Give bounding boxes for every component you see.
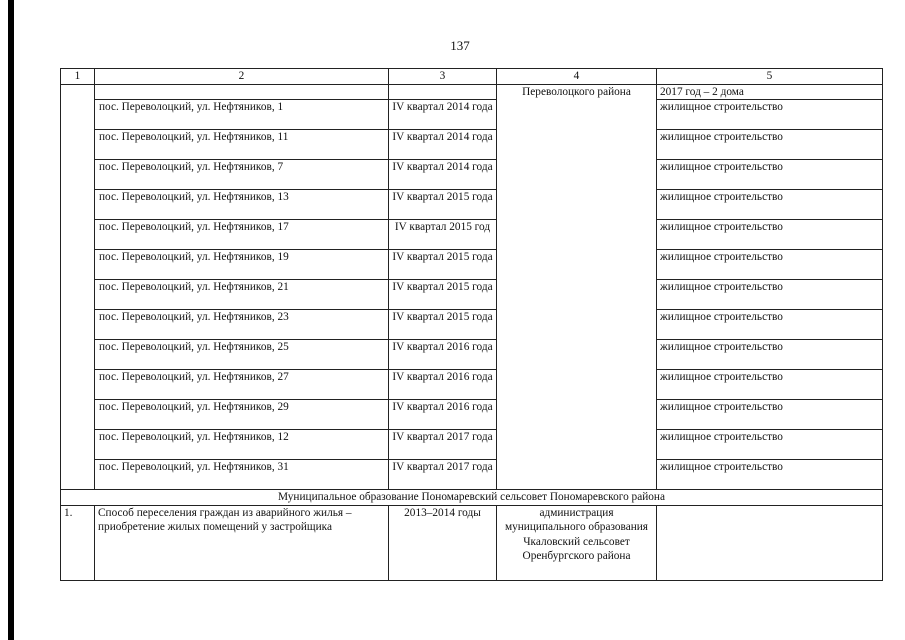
data-table [60,68,883,581]
note-cell: жилищное строительство [657,460,883,490]
term-cell: IV квартал 2017 года [389,460,497,490]
address-cell: пос. Переволоцкий, ул. Нефтяников, 25 [95,340,389,370]
num-cell: 1. [61,505,95,580]
header-col-1: 1 [61,69,95,85]
note-cell: жилищное строительство [657,220,883,250]
table-row [61,220,883,250]
note-cell: жилищное строительство [657,100,883,130]
final-row [61,505,883,580]
term-cell: IV квартал 2015 года [389,250,497,280]
table-row [61,100,883,130]
table-row [61,340,883,370]
address-cell: пос. Переволоцкий, ул. Нефтяников, 31 [95,460,389,490]
term-cell-empty [389,84,497,100]
table-row [61,310,883,340]
term-cell: IV квартал 2014 года [389,130,497,160]
description-cell: Способ переселения граждан из аварийного жилья – приобретение жилых помещений у застройщика [95,505,389,580]
note-cell: жилищное строительство [657,280,883,310]
note-cell: жилищное строительство [657,130,883,160]
term-cell: IV квартал 2015 года [389,280,497,310]
header-col-5: 5 [657,69,883,85]
header-col-2: 2 [95,69,389,85]
table-row [61,280,883,310]
num-cell-empty [61,84,95,490]
term-cell: IV квартал 2015 год [389,220,497,250]
term-cell: IV квартал 2016 года [389,340,497,370]
final-note-cell [657,505,883,580]
address-cell: пос. Переволоцкий, ул. Нефтяников, 19 [95,250,389,280]
address-cell: пос. Переволоцкий, ул. Нефтяников, 21 [95,280,389,310]
years-cell: 2013–2014 годы [389,505,497,580]
table-row [61,160,883,190]
header-col-4: 4 [497,69,657,85]
page-edge-bar [8,0,14,640]
address-cell: пос. Переволоцкий, ул. Нефтяников, 1 [95,100,389,130]
address-cell: пос. Переволоцкий, ул. Нефтяников, 27 [95,370,389,400]
note-cell: жилищное строительство [657,400,883,430]
term-cell: IV квартал 2015 года [389,190,497,220]
table-row [61,460,883,490]
address-cell: пос. Переволоцкий, ул. Нефтяников, 13 [95,190,389,220]
term-cell: IV квартал 2014 года [389,100,497,130]
address-cell: пос. Переволоцкий, ул. Нефтяников, 12 [95,430,389,460]
note-cell: жилищное строительство [657,370,883,400]
address-cell: пос. Переволоцкий, ул. Нефтяников, 23 [95,310,389,340]
note-cell: жилищное строительство [657,190,883,220]
table-row [61,430,883,460]
address-cell: пос. Переволоцкий, ул. Нефтяников, 29 [95,400,389,430]
address-cell: пос. Переволоцкий, ул. Нефтяников, 11 [95,130,389,160]
note-cell: жилищное строительство [657,310,883,340]
address-cell: пос. Переволоцкий, ул. Нефтяников, 17 [95,220,389,250]
table-row [61,190,883,220]
term-cell: IV квартал 2016 года [389,400,497,430]
table-row [61,370,883,400]
table-row [61,250,883,280]
note-cell: жилищное строительство [657,430,883,460]
note-cell: жилищное строительство [657,160,883,190]
plan-cell: 2017 год – 2 дома [657,84,883,100]
page-number: 137 [450,38,470,53]
header-col-3: 3 [389,69,497,85]
table-row [61,400,883,430]
district-cell: Переволоцкого района [497,84,657,490]
note-cell: жилищное строительство [657,340,883,370]
term-cell: IV квартал 2015 года [389,310,497,340]
table-row [61,130,883,160]
address-cell-empty [95,84,389,100]
admin-cell: администрация муниципального образования Чкаловский сельсовет Оренбургского района [497,505,657,580]
note-cell: жилищное строительство [657,250,883,280]
term-cell: IV квартал 2014 года [389,160,497,190]
section-title: Муниципальное образование Пономаревский сельсовет Пономаревского района [61,490,883,506]
address-cell: пос. Переволоцкий, ул. Нефтяников, 7 [95,160,389,190]
continuation-row [61,84,883,100]
section-title-row [61,490,883,506]
term-cell: IV квартал 2016 года [389,370,497,400]
term-cell: IV квартал 2017 года [389,430,497,460]
header-row [61,69,883,85]
